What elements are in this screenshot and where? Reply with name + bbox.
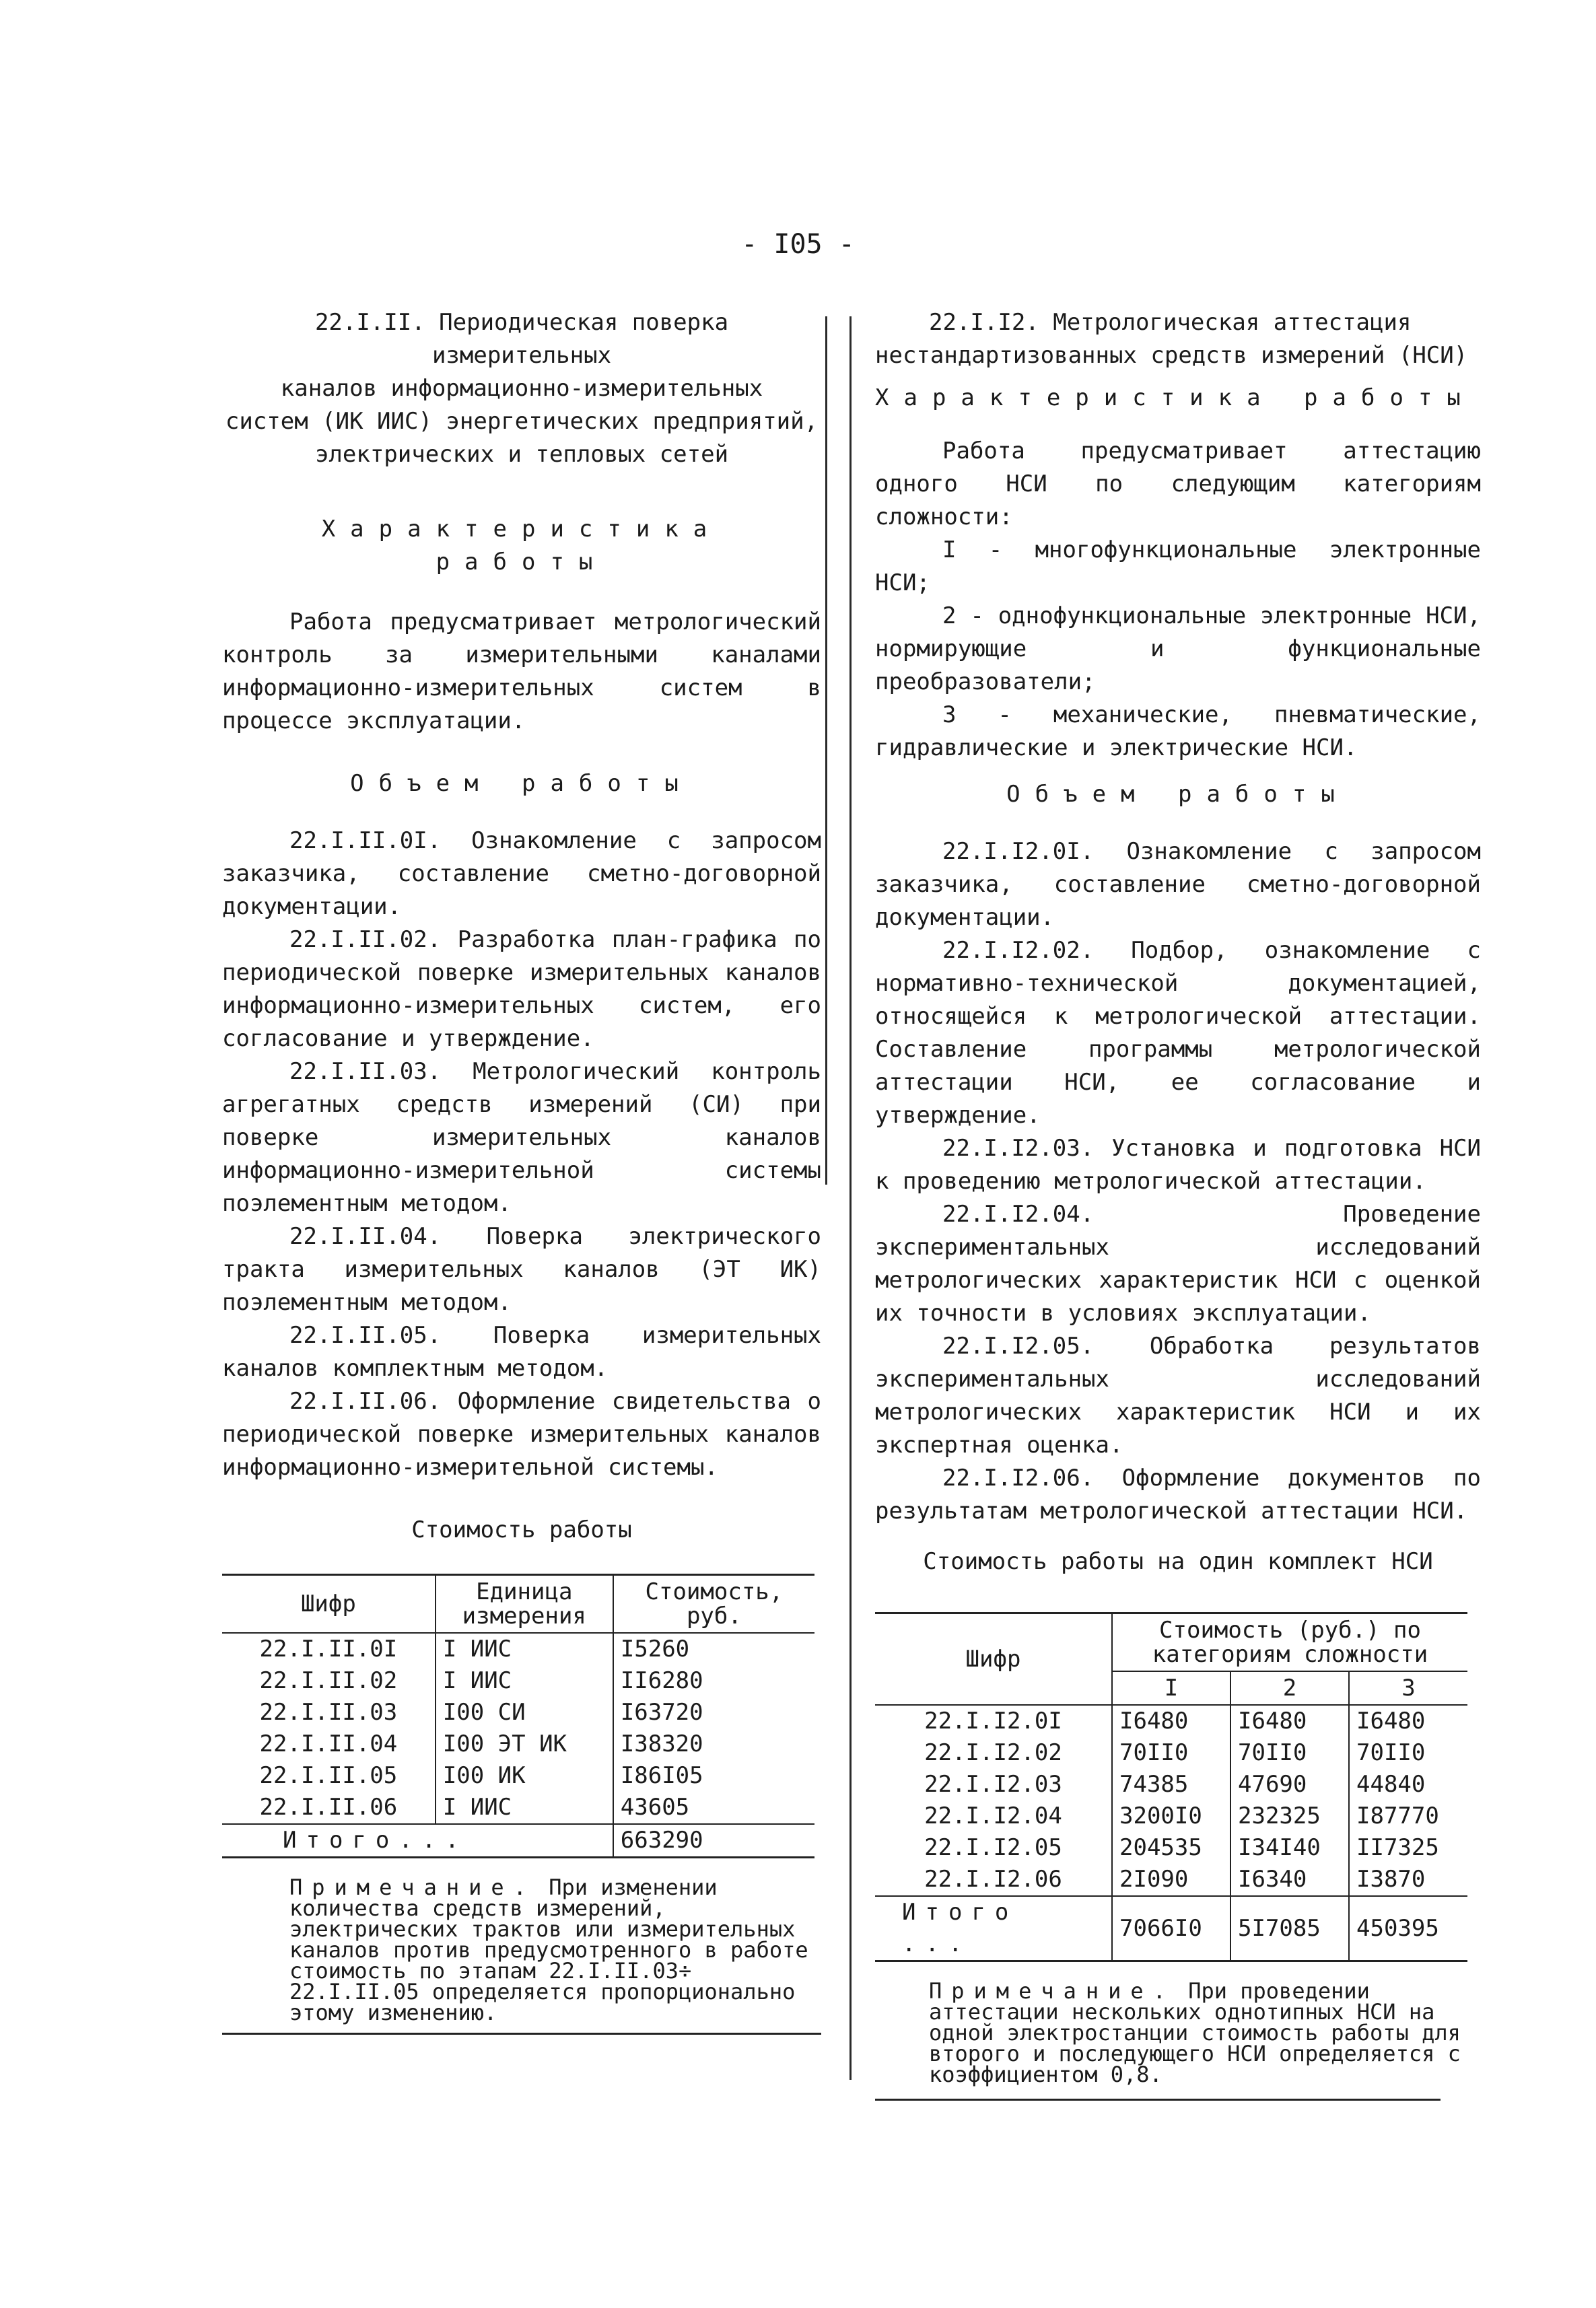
table-row [222,1665,814,1697]
header-cost-group: Стоимость (руб.) по категориям сложности [1112,1613,1467,1672]
cell-cost: I6340 [1230,1864,1349,1896]
cost-table-right [875,1612,1467,1962]
note-text: При проведении аттестации нескольких однотипных НСИ на одной электростанции стоимость работы для второго и последующего НСИ определяется с коэффициентом 0,8. [929,1978,1461,2087]
total-label: Итого ... [875,1896,1112,1961]
cell-code: 22.I.I2.04 [924,1803,1062,1829]
cell-code: 22.I.I2.0I [924,1708,1062,1735]
note-text: При изменении количества средств измерений, электрических трактов или измерительных каналов против предусмотренного в работе стоимость по этапам 22.I.II.03÷ 22.I.II.05 определяется пропорционально этому изменению. [289,1875,808,2025]
characteristics-heading: Характеристика работы [875,384,1476,411]
right-column [875,306,1481,2101]
column-divider [849,316,852,2080]
cell-cost: I6480 [1349,1705,1467,1737]
section-title-22-1-12 [875,306,1481,372]
cell-cost: II7325 [1349,1832,1467,1864]
scope-item: 22.I.II.03. Метрологический контроль агрегатных средств измерений (СИ) при поверке измерительных каналов информационно-измерительной системы поэлементным методом. [222,1058,821,1217]
table-row [222,1697,814,1728]
cell-cost: II6280 [613,1665,814,1697]
title-line: нестандартизованных средств измерений (НСИ) [875,342,1468,369]
scope-item: 22.I.II.0I. Ознакомление с запросом заказчика, составление сметно-договорной документации. [222,827,821,920]
table-row [875,1737,1467,1769]
scope-item: 22.I.II.06. Оформление свидетельства о периодической поверке измерительных каналов информационно-измерительной системы. [222,1388,821,1481]
characteristics-text: Работа предусматривает метрологический контроль за измерительными каналами информационно-измерительных систем в процессе эксплуатации. [222,608,821,734]
scope-item: 22.I.II.04. Поверка электрического тракта измерительных каналов (ЭТ ИК) поэлементным методом. [222,1223,821,1316]
total-row [222,1824,814,1858]
note-right [875,1978,1481,2095]
scope-item: 22.I.I2.05. Обработка результатов экспериментальных исследований метрологических характеристик НСИ и их экспертная оценка. [875,1333,1481,1459]
table-row [222,1760,814,1792]
end-rule [875,2099,1441,2101]
note-label: Примечание. [929,1978,1175,2004]
table-row [222,1728,814,1760]
note-left [222,1877,821,2035]
cell-cost: I6480 [1112,1705,1230,1737]
cell-cost: 232325 [1230,1800,1349,1832]
header-category-2: 2 [1230,1671,1349,1705]
header-cost: Стоимость, руб. [613,1575,814,1634]
table-row [875,1705,1467,1737]
cell-cost: 74385 [1112,1769,1230,1800]
scope-heading: Объем работы [1006,781,1350,808]
cell-unit: I00 ЭТ ИК [436,1728,613,1760]
table-row [222,1633,814,1665]
characteristics-intro: Работа предусматривает аттестацию одного НСИ по следующим категориям сложности: [875,438,1481,530]
title-line: электрических и тепловых сетей [314,441,729,468]
scope-item: 22.I.I2.0I. Ознакомление с запросом заказчика, составление сметно-договорной документации. [875,838,1481,931]
table-row [875,1769,1467,1800]
scope-item: 22.I.I2.02. Подбор, ознакомление с нормативно-технической документацией, относящейся к метрологической аттестации. Составление программы метрологической аттестации НСИ, ее согласование и утверждение. [875,937,1481,1129]
cell-unit: I ИИС [436,1633,613,1665]
cell-code: 22.I.I2.02 [924,1739,1062,1766]
section-title-22-1-11 [222,306,821,471]
header-category-1: I [1112,1671,1230,1705]
cell-cost: 70II0 [1349,1737,1467,1769]
cell-code: 22.I.I2.05 [924,1834,1062,1861]
cell-unit: I00 ИК [436,1760,613,1792]
header-code: Шифр [875,1613,1112,1706]
cell-code: 22.I.II.06 [259,1794,398,1821]
scope-item: 22.I.I2.06. Оформление документов по результатам метрологической аттестации НСИ. [875,1465,1481,1525]
cell-code: 22.I.II.04 [259,1730,398,1757]
table-row [875,1832,1467,1864]
cell-code: 22.I.II.0I [259,1636,398,1663]
cell-cost: 70II0 [1112,1737,1230,1769]
left-margin-bar [825,316,827,1185]
cell-code: 22.I.II.03 [259,1699,398,1726]
cell-cost: I6480 [1230,1705,1349,1737]
cell-unit: I00 СИ [436,1697,613,1728]
total-value: 7066I0 [1112,1896,1230,1961]
cell-code: 22.I.I2.03 [924,1771,1062,1798]
table-row [222,1792,814,1824]
cost-caption: Стоимость работы [411,1516,632,1543]
scope-item: 22.I.II.02. Разработка план-графика по периодической поверке измерительных каналов информационно-измерительных систем, его согласование и утверждение. [222,926,821,1052]
left-column [222,306,821,2035]
scope-item: 22.I.I2.03. Установка и подготовка НСИ к проведению метрологической аттестации. [875,1135,1481,1195]
cell-cost: 47690 [1230,1769,1349,1800]
cell-cost: 2I090 [1112,1864,1230,1896]
table-row [875,1864,1467,1896]
cell-cost: 204535 [1112,1832,1230,1864]
cell-code: 22.I.I2.06 [924,1866,1062,1893]
cell-code: 22.I.II.05 [259,1762,398,1789]
total-label: Итого... [222,1824,613,1858]
cell-cost: I3870 [1349,1864,1467,1896]
scope-heading: Объем работы [350,770,693,797]
cell-unit: I ИИС [436,1792,613,1824]
header-unit: Единица измерения [436,1575,613,1634]
cell-cost: 44840 [1349,1769,1467,1800]
category-item: 3 - механические, пневматические, гидравлические и электрические НСИ. [875,701,1481,761]
cell-code: 22.I.II.02 [259,1667,398,1694]
cell-cost: I63720 [613,1697,814,1728]
title-line: каналов информационно-измерительных [280,375,763,402]
page-number: - I05 - [741,229,855,260]
scope-item: 22.I.II.05. Поверка измерительных каналов комплектным методом. [222,1322,821,1382]
note-label: Примечание. [289,1875,536,1900]
cell-cost: I87770 [1349,1800,1467,1832]
total-row [875,1896,1467,1961]
cell-cost: 43605 [613,1792,814,1824]
total-value: 450395 [1349,1896,1467,1961]
table-row [875,1800,1467,1832]
cell-cost: I38320 [613,1728,814,1760]
characteristics-heading: Характеристика работы [321,516,722,575]
category-item: I - многофункциональные электронные НСИ; [875,536,1481,596]
scope-item: 22.I.I2.04. Проведение экспериментальных исследований метрологических характеристик НСИ с оценкой их точности в условиях эксплуатации. [875,1201,1481,1327]
title-line: систем (ИК ИИС) энергетических предприятий, [225,408,819,435]
cost-caption: Стоимость работы на один комплект НСИ [923,1548,1433,1575]
category-item: 2 - однофункциональные электронные НСИ, нормирующие и функциональные преобразователи; [875,602,1481,695]
cell-cost: I34I40 [1230,1832,1349,1864]
cell-unit: I ИИС [436,1665,613,1697]
header-code: Шифр [222,1575,436,1634]
cell-cost: I5260 [613,1633,814,1665]
cell-cost: 70II0 [1230,1737,1349,1769]
title-line: 22.I.II. Периодическая поверка измерительных [314,309,729,369]
total-value: 5I7085 [1230,1896,1349,1961]
cell-cost: 3200I0 [1112,1800,1230,1832]
title-line: 22.I.I2. Метрологическая аттестация [929,309,1412,336]
cell-cost: I86I05 [613,1760,814,1792]
header-category-3: 3 [1349,1671,1467,1705]
cost-table-left [222,1574,814,1858]
total-value: 663290 [613,1824,814,1858]
